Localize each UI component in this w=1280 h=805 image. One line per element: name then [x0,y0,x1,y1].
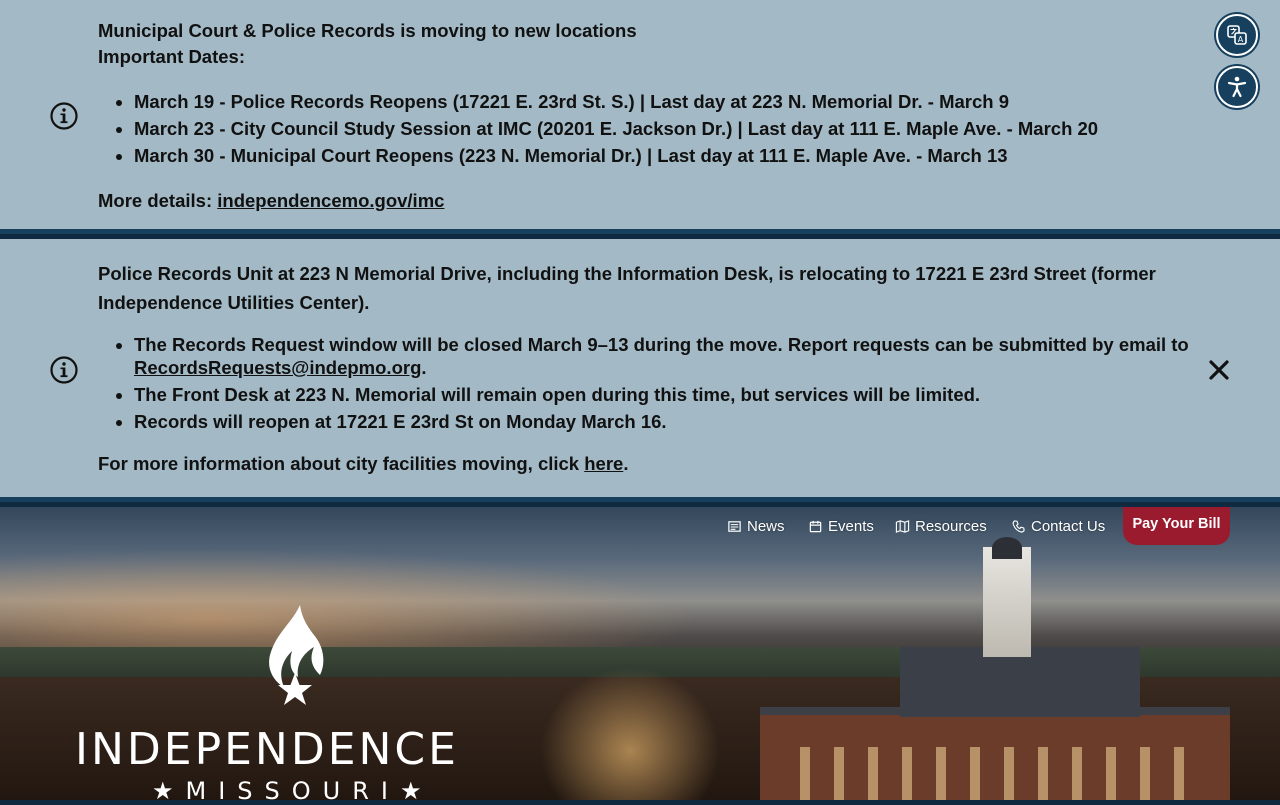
list-item-suffix: . [421,357,427,378]
list-item-text: The Records Request window will be closed March 9–13 during the move. Report requests can be submitted by email to [134,334,1189,355]
info-icon [49,101,79,131]
accessibility-button[interactable] [1216,66,1258,108]
list-item: • March 23 - City Council Study Session at IMC (20201 E. Jackson Dr.) | Last day at 111 E. Maple Ave. - March 20 [134,115,1198,142]
list-item: • The Front Desk at 223 N. Memorial will remain open during this time, but services will be limited. [134,383,1198,406]
pay-your-bill-button[interactable]: Pay Your Bill [1123,507,1230,545]
close-icon[interactable] [1206,357,1232,383]
here-link[interactable]: here [584,453,624,474]
nav-contact[interactable] [1011,518,1105,535]
nav-events[interactable] [808,518,874,535]
nav-resources[interactable] [895,518,987,535]
more-details-link[interactable]: independencemo.gov/imc [217,190,445,211]
flame-star-logo-icon [262,603,328,713]
more-details-label: More details: [98,190,218,211]
more-details [98,188,1198,214]
alert-intro: Police Records Unit at 223 N Memorial Drive, including the Information Desk, is relocating to 17221 E 23rd Street (former Independence Utilities Center). [98,263,1156,313]
alert-subtitle: Important Dates: [98,46,245,67]
nav-contact-label: Contact Us [1031,518,1106,535]
translate-icon [1226,24,1248,46]
nav-events-label: Events [828,518,874,535]
nav-news[interactable] [727,518,785,535]
more-info-label: For more information about city facilities moving, click [98,453,585,474]
calendar-icon [808,519,823,534]
logo-subtitle: ★MISSOURI★ [152,777,434,805]
more-info [98,451,1198,477]
accessibility-icon [1225,75,1249,99]
svg-text:A: A [1237,35,1244,44]
list-item [134,333,1198,379]
utility-nav [0,507,1280,551]
records-email-link[interactable]: RecordsRequests@indepmo.org [134,357,422,378]
map-icon [895,519,910,534]
translate-button[interactable] [1216,14,1258,56]
nav-resources-label: Resources [915,518,987,535]
info-icon [49,355,79,385]
list-item: • March 19 - Police Records Reopens (17221 E. 23rd St. S.) | Last day at 223 N. Memorial Dr. - March 9 [134,88,1198,115]
list-item: • Records will reopen at 17221 E 23rd St on Monday March 16. [134,410,1198,433]
more-info-suffix: . [623,453,629,474]
alert-title: Municipal Court & Police Records is moving to new locations [98,20,637,41]
important-dates-list [98,88,1198,169]
nav-news-label: News [747,518,785,535]
records-list [98,333,1198,433]
newspaper-icon [727,519,742,534]
alert-banner-facilities [0,0,1280,234]
alert-banner-police-records [0,239,1280,502]
list-item: • March 30 - Municipal Court Reopens (223 N. Memorial Dr.) | Last day at 111 E. Maple Ave. - March 13 [134,142,1198,169]
phone-icon [1011,519,1026,534]
logo-wordmark: INDEPENDENCE [75,724,459,775]
